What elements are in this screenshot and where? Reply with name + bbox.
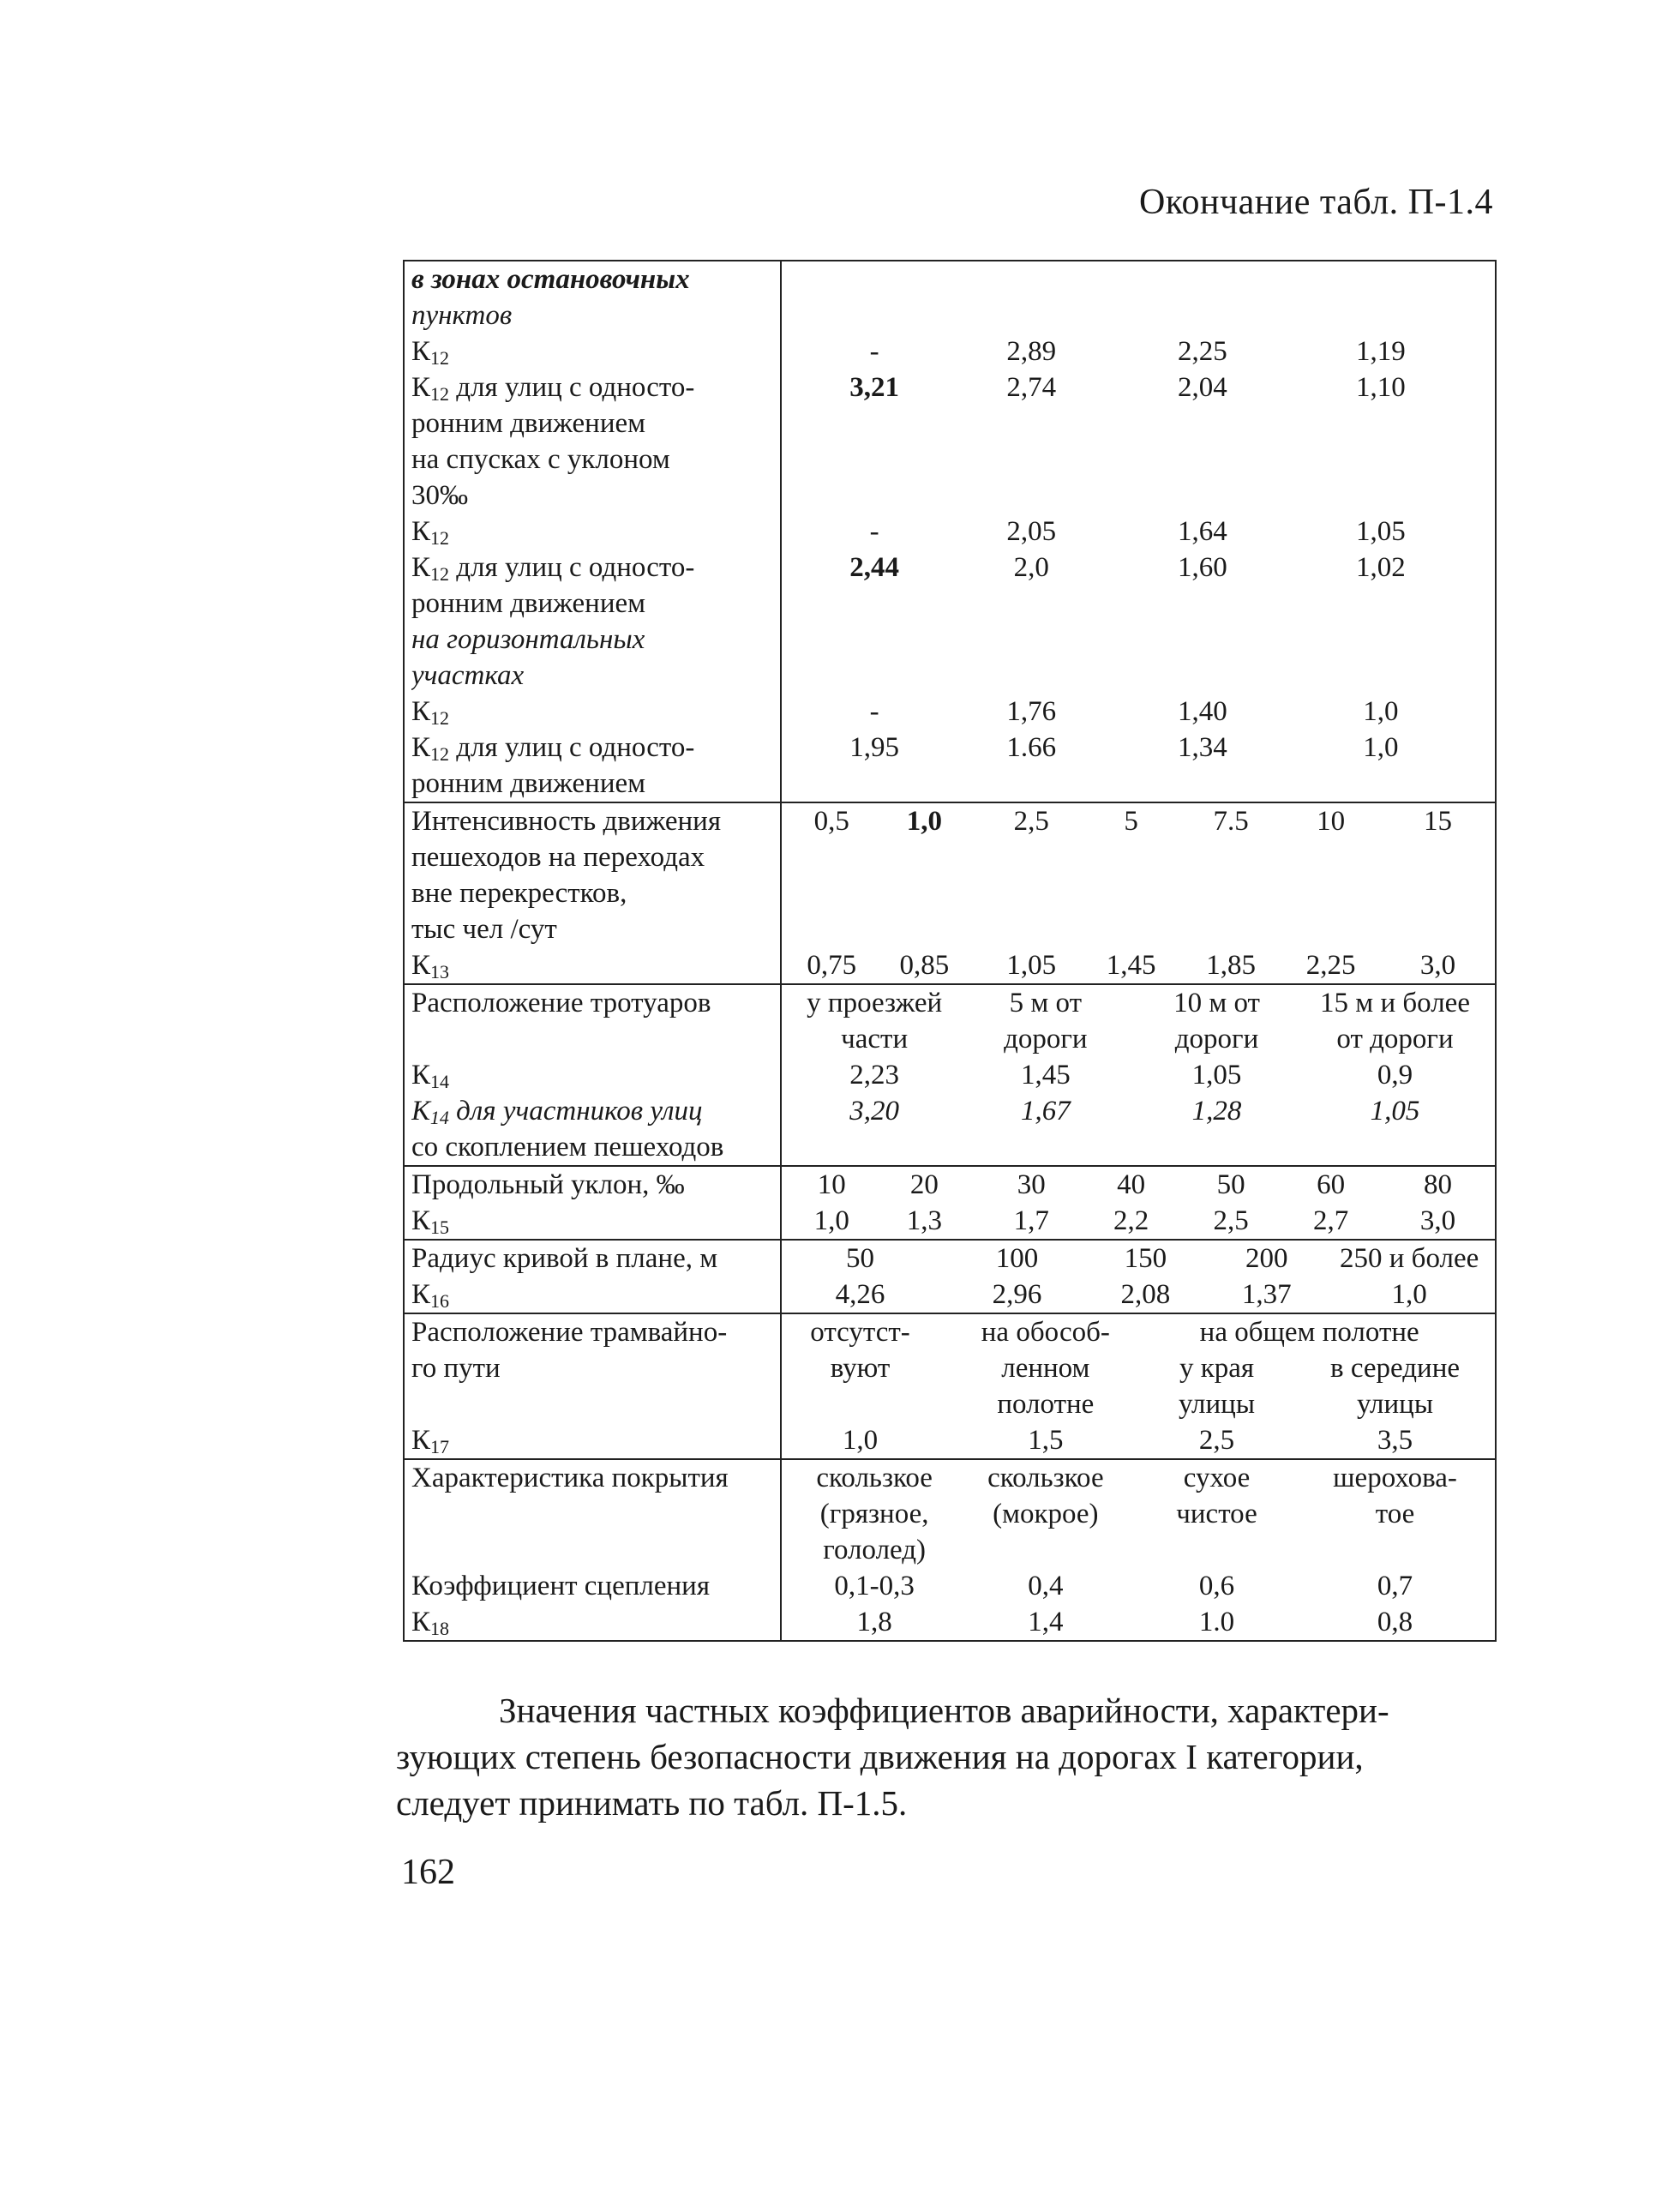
value: 10 м от (1173, 988, 1260, 1018)
value: 2,08 (1120, 1279, 1171, 1310)
values-line (782, 1496, 1495, 1532)
row-label: тыс чел /сут (411, 914, 557, 945)
value: части (841, 1024, 909, 1054)
value: 1,0 (842, 1425, 879, 1456)
value: 3,20 (849, 1096, 900, 1127)
value: 1.0 (1198, 1607, 1235, 1637)
k-crowd-label: со скоплением пешеходов (411, 1132, 724, 1163)
value: чистое (1176, 1499, 1257, 1529)
value: 2,0 (1013, 552, 1049, 583)
values-line (782, 1021, 1495, 1057)
coefficients-table (403, 260, 1497, 1642)
value: 7.5 (1213, 806, 1249, 837)
k15-values-cell (782, 1167, 1495, 1239)
k16-label-cell (405, 1241, 782, 1313)
value: 1,60 (1178, 552, 1227, 583)
value: 1,45 (1106, 950, 1156, 981)
values-line (782, 985, 1495, 1021)
value: 2,05 (1006, 516, 1057, 547)
table-row-k18 (405, 1458, 1495, 1640)
table-row-k15 (405, 1165, 1495, 1239)
k12-label-cell (405, 261, 782, 802)
values-line (782, 730, 1495, 766)
table-row-k12 (405, 261, 1495, 802)
row-label: Расположение трамвайно- (411, 1317, 728, 1348)
values-line (782, 947, 1495, 983)
k18-label-cell (405, 1460, 782, 1640)
value: 1,0 (813, 1205, 849, 1236)
value: 1,67 (1020, 1096, 1071, 1127)
value: 0,4 (1028, 1571, 1064, 1601)
k-one-way-label: $К_{12}$ для улиц с односто- (411, 372, 695, 405)
values-line (782, 1203, 1495, 1239)
value: полотне (997, 1389, 1095, 1420)
k-label: $К_{15}$ (411, 1205, 450, 1238)
value: на обособ- (981, 1317, 1110, 1348)
value: 150 (1124, 1243, 1167, 1274)
value: 1,02 (1356, 552, 1406, 583)
value: 15 (1423, 806, 1452, 837)
value: улицы (1357, 1389, 1434, 1420)
value: 0,6 (1198, 1571, 1235, 1601)
values-line (782, 1167, 1495, 1203)
value: 1,85 (1206, 950, 1257, 981)
value: 3,0 (1419, 950, 1456, 981)
value: 3,0 (1419, 1205, 1456, 1236)
k-one-way-label: $К_{12}$ для улиц с односто- (411, 732, 695, 765)
value: 1,95 (849, 732, 900, 763)
value: улицы (1179, 1389, 1256, 1420)
values-line (782, 514, 1495, 550)
value: 1,45 (1020, 1060, 1071, 1090)
value: 250 и более (1340, 1243, 1479, 1274)
value: 1,8 (856, 1607, 892, 1637)
value: 2,7 (1313, 1205, 1349, 1236)
values-line (782, 1604, 1495, 1640)
value: 2,04 (1178, 372, 1227, 403)
values-line (782, 1350, 1495, 1386)
values-line (782, 1386, 1495, 1422)
paragraph-line: Значения частных коэффициентов аварийности, характери- (499, 1691, 1389, 1730)
value: у края (1179, 1353, 1255, 1384)
value: 1,10 (1356, 372, 1406, 403)
value: 60 (1317, 1169, 1346, 1200)
value: на общем полотне (1199, 1317, 1419, 1348)
value: 3,5 (1377, 1425, 1413, 1456)
zone-title: на спусках с уклоном (411, 444, 670, 475)
values-line (782, 803, 1495, 839)
value: 1,0 (1363, 696, 1399, 727)
value: 1,40 (1178, 696, 1227, 727)
value: 5 м от (1009, 988, 1083, 1018)
value: 80 (1423, 1169, 1452, 1200)
k-label: $К_{17}$ (411, 1425, 450, 1457)
value: - (869, 516, 879, 547)
values-line (782, 1093, 1495, 1129)
value: 20 (909, 1169, 939, 1200)
value: дороги (1174, 1024, 1259, 1054)
zone-title: в зонах остановочных (411, 264, 690, 295)
k14-values-cell (782, 985, 1495, 1165)
k-label: $К_{12}$ (411, 696, 450, 729)
value: 1,7 (1013, 1205, 1049, 1236)
zone-title: на горизонтальных (411, 624, 645, 655)
values-line (782, 550, 1495, 586)
value: 1.66 (1006, 732, 1057, 763)
k18-values-cell (782, 1460, 1495, 1640)
value: 2,44 (849, 552, 900, 583)
value: 0,7 (1377, 1571, 1413, 1601)
row-label: Продольный уклон, ‰ (411, 1169, 685, 1200)
value: вуют (830, 1353, 891, 1384)
k-label: $К_{13}$ (411, 950, 450, 982)
value: (грязное, (819, 1499, 929, 1529)
row-label: Интенсивность движения (411, 806, 722, 837)
table-row-k13 (405, 802, 1495, 983)
k13-values-cell (782, 803, 1495, 983)
k-label: $К_{16}$ (411, 1279, 450, 1312)
value: 5 (1124, 806, 1138, 837)
value: 100 (995, 1243, 1039, 1274)
value: 1,4 (1028, 1607, 1064, 1637)
body-paragraph (396, 1687, 1503, 1826)
value: 0,8 (1377, 1607, 1413, 1637)
value: 1,5 (1028, 1425, 1064, 1456)
k14-label-cell (405, 985, 782, 1165)
values-line (782, 1277, 1495, 1313)
table-caption: Окончание табл. П-1.4 (1138, 183, 1493, 222)
value: - (869, 336, 879, 367)
k-one-way-label: ронним движением (411, 768, 646, 799)
value: 0,75 (807, 950, 857, 981)
k-label: $К_{12}$ (411, 516, 450, 549)
value: 1,0 (906, 806, 943, 837)
value: 10 (817, 1169, 846, 1200)
row-label: пешеходов на переходах (411, 842, 705, 873)
row-label: Расположение тротуаров (411, 988, 711, 1018)
value: в середине (1330, 1353, 1461, 1384)
value: 4,26 (835, 1279, 885, 1310)
value: 50 (846, 1243, 875, 1274)
value: 2,25 (1305, 950, 1356, 981)
value: 0,9 (1377, 1060, 1413, 1090)
k-one-way-label: ронним движением (411, 588, 646, 619)
paragraph-line: следует принимать по табл. П-1.5. (396, 1783, 908, 1823)
values-line (782, 1314, 1495, 1350)
value: 0,85 (899, 950, 950, 981)
value: 2,96 (992, 1279, 1042, 1310)
value: 1,28 (1191, 1096, 1242, 1127)
value: скользкое (816, 1463, 933, 1493)
value: 1,05 (1370, 1096, 1420, 1127)
zone-title: участках (411, 660, 525, 691)
table-row-k14 (405, 983, 1495, 1165)
row-label: го пути (411, 1353, 501, 1384)
value: 30 (1017, 1169, 1046, 1200)
value: 2,89 (1006, 336, 1057, 367)
value: 2,74 (1006, 372, 1057, 403)
zone-title: пунктов (411, 300, 513, 331)
values-line (782, 333, 1495, 370)
page-number: 162 (401, 1853, 455, 1892)
table-row-k16 (405, 1239, 1495, 1313)
paragraph-line: зующих степень безопасности движения на дорогах I категории, (396, 1737, 1364, 1776)
row-label: Коэффициент сцепления (411, 1571, 710, 1601)
value: шерохова- (1333, 1463, 1457, 1493)
value: 1,3 (906, 1205, 943, 1236)
value: 2,5 (1198, 1425, 1235, 1456)
value: 0,1-0,3 (834, 1571, 915, 1601)
value: 0,5 (813, 806, 849, 837)
value: (мокрое) (993, 1499, 1099, 1529)
values-line (782, 1057, 1495, 1093)
k15-label-cell (405, 1167, 782, 1239)
value: 1,64 (1178, 516, 1227, 547)
values-line (782, 1422, 1495, 1458)
values-line (782, 370, 1495, 406)
k-one-way-label: $К_{12}$ для улиц с односто- (411, 552, 695, 585)
value: 1,37 (1241, 1279, 1292, 1310)
value: 2,5 (1013, 806, 1049, 837)
k-crowd-label: $К_{14}$ для участников улиц (411, 1096, 703, 1128)
value: 40 (1117, 1169, 1146, 1200)
value: 2,2 (1113, 1205, 1149, 1236)
values-line (782, 1568, 1495, 1604)
value: 3,21 (849, 372, 900, 403)
value: 1,0 (1363, 732, 1399, 763)
value: дороги (1004, 1024, 1088, 1054)
k-one-way-label: ронним движением (411, 408, 646, 439)
value: от дороги (1336, 1024, 1454, 1054)
k-label: $К_{14}$ (411, 1060, 450, 1092)
value: 1,76 (1006, 696, 1057, 727)
k16-values-cell (782, 1241, 1495, 1313)
value: 15 м и более (1320, 988, 1470, 1018)
row-label: вне перекрестков, (411, 878, 627, 909)
value: 2,5 (1213, 1205, 1249, 1236)
values-line (782, 694, 1495, 730)
value: гололед) (823, 1535, 927, 1565)
value: 2,23 (849, 1060, 900, 1090)
values-line (782, 1241, 1495, 1277)
row-label: Радиус кривой в плане, м (411, 1243, 718, 1274)
value: 2,25 (1178, 336, 1227, 367)
value: 1,0 (1391, 1279, 1427, 1310)
k-label: $К_{12}$ (411, 336, 450, 369)
value: 1,34 (1178, 732, 1227, 763)
value: 200 (1245, 1243, 1288, 1274)
value: 1,05 (1191, 1060, 1242, 1090)
value: у проезжей (807, 988, 943, 1018)
value: 1,19 (1356, 336, 1406, 367)
value: тое (1375, 1499, 1415, 1529)
values-line (782, 1460, 1495, 1496)
value: 50 (1216, 1169, 1245, 1200)
value: ленном (1001, 1353, 1090, 1384)
zone-title: 30‰ (411, 480, 468, 511)
value: скользкое (987, 1463, 1104, 1493)
k13-label-cell (405, 803, 782, 983)
value: - (869, 696, 879, 727)
row-label: Характеристика покрытия (411, 1463, 729, 1493)
table-row-k17 (405, 1313, 1495, 1458)
value: 1,05 (1356, 516, 1406, 547)
k17-values-cell (782, 1314, 1495, 1458)
values-line (782, 1532, 1495, 1568)
value: 10 (1317, 806, 1346, 837)
k-label: $К_{18}$ (411, 1607, 450, 1639)
k17-label-cell (405, 1314, 782, 1458)
value: отсутст- (810, 1317, 910, 1348)
value: 1,05 (1006, 950, 1057, 981)
k12-values-cell (782, 261, 1495, 802)
value: сухое (1183, 1463, 1251, 1493)
